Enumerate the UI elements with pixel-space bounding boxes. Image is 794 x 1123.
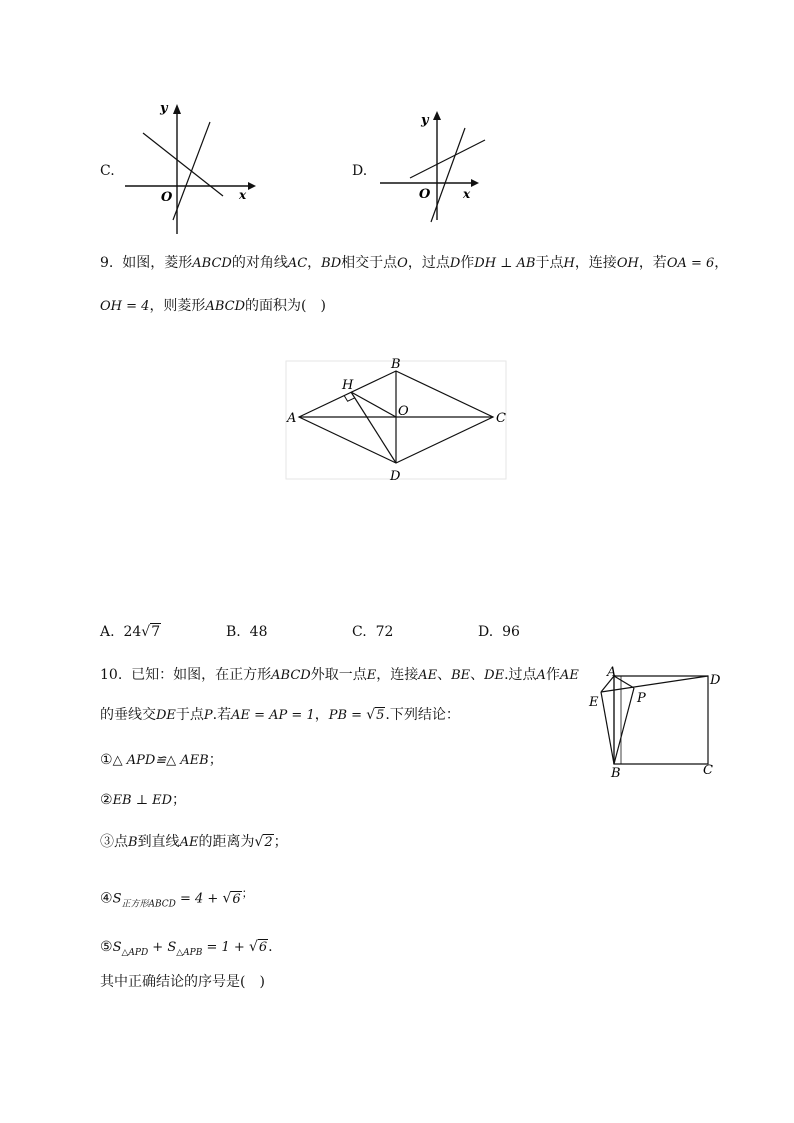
q10-question: 其中正确结论的序号是( ) <box>100 974 265 990</box>
origin-label: O <box>419 187 431 202</box>
label-e: E <box>589 695 599 710</box>
line-steep <box>431 128 465 222</box>
label-a: A <box>287 411 297 426</box>
line-increasing <box>173 122 210 220</box>
q10-conclusion-4: $④S_{正方形ABCD} = 4 + √6^;$ <box>100 886 254 910</box>
q9-option-d[interactable]: D. 96 <box>478 624 520 640</box>
square-figure <box>585 660 725 785</box>
y-axis-arrow-icon <box>433 111 441 120</box>
line-shallow <box>410 140 485 178</box>
origin-label: O <box>161 190 173 205</box>
x-axis-arrow-icon <box>471 179 479 187</box>
label-b: B <box>391 357 401 372</box>
q10-conclusion-3: ③点B到直线AE的距离为√2； <box>100 834 288 850</box>
q9-line1: 9. 如图，菱形ABCD的对角线AC，BD相交于点O，过点D作DH ⊥ AB于点H，连接OH，若OA = 6， <box>100 255 729 271</box>
square-abcd <box>614 676 708 764</box>
segment-eb <box>601 692 614 764</box>
x-label: x <box>463 187 471 201</box>
label-c: C <box>496 411 506 426</box>
option-d-label: D. <box>352 163 368 179</box>
segment-oh <box>351 392 396 417</box>
label-h: H <box>342 378 354 393</box>
y-axis-arrow-icon <box>173 104 181 114</box>
q9-option-a[interactable]: A. 24√7 <box>100 624 161 640</box>
option-c-label: C. <box>100 163 115 179</box>
rhombus-figure <box>283 355 513 485</box>
segment-pb <box>614 688 634 764</box>
q10-conclusion-5: $⑤S_{\triangle APD} + S_{\triangle APB} = 1 + √6$. <box>100 939 273 958</box>
graph-d <box>375 108 490 228</box>
q10-conclusion-2: ②EB ⊥ ED； <box>100 792 187 808</box>
y-label: y <box>160 101 168 116</box>
segment-ap <box>614 676 634 688</box>
label-p: P <box>637 691 646 706</box>
q10-line1: 10. 已知：如图，在正方形ABCD外取一点E，连接AE、BE、DE.过点A作AE <box>100 667 579 683</box>
y-label: y <box>421 113 429 128</box>
label-a: A <box>607 665 617 680</box>
label-c: C <box>703 763 713 778</box>
q10-conclusion-1: ①△ APD≌△ AEB； <box>100 752 223 768</box>
q9-option-c[interactable]: C. 72 <box>352 624 394 640</box>
label-d: D <box>390 469 401 484</box>
x-label: x <box>239 188 247 202</box>
x-axis-arrow-icon <box>248 182 256 190</box>
label-b: B <box>611 766 621 781</box>
q9-line2: OH = 4，则菱形ABCD的面积为( ) <box>100 298 326 314</box>
q10-line2: 的垂线交DE于点P.若AE = AP = 1，PB = √5.下列结论： <box>100 707 460 723</box>
q9-option-b[interactable]: B. 48 <box>226 624 268 640</box>
graph-c <box>115 98 260 238</box>
label-o: O <box>398 404 409 419</box>
label-d: D <box>710 673 721 688</box>
